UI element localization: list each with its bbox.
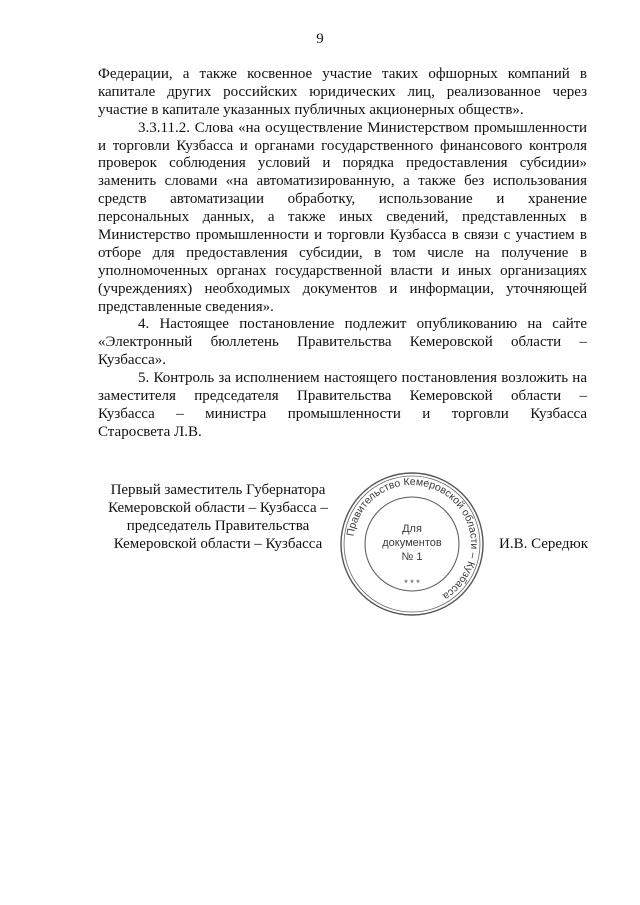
signatory-title [98, 482, 338, 554]
text-line: (учреждениях) необходимых документов и информации, уточняющей [98, 280, 587, 297]
text-line: средств автоматизации обработку, использование и хранение [98, 191, 587, 208]
official-seal [338, 470, 486, 618]
text-line: Кузбасса – министра промышленности и торговли Кузбасса [98, 405, 587, 422]
document-body [98, 66, 587, 442]
signatory-title-line: Кемеровской области – Кузбасса – [108, 499, 328, 516]
seal-center-line: № 1 [401, 551, 423, 563]
signatory-title-line: Первый заместитель Губернатора [110, 482, 326, 498]
text-line: «Электронный бюллетень Правительства Кемеровской области – [98, 334, 587, 351]
text-line: и торговли Кузбасса и органами государственного финансового контроля [98, 137, 587, 154]
page-number: 9 [316, 31, 324, 47]
text-line: проверок соблюдения условий и порядка предоставления субсидии» [98, 155, 587, 172]
text-line: отборе для предоставления субсидии, в том числе на получение в [98, 244, 587, 261]
seal-center-line: документов [382, 537, 442, 549]
signatory-name: И.В. Середюк [499, 536, 589, 552]
text-line: участие в капитале указанных публичных акционерных обществ». [98, 101, 524, 118]
text-line: Кузбасса». [98, 352, 166, 369]
seal-stars: * * * [404, 578, 420, 588]
signatory-title-line: председатель Правительства [126, 517, 310, 534]
text-line: заменить словами «на автоматизированную, а также без использования [98, 173, 587, 190]
seal-ring-text: Правительство Кемеровской области – Кузбасса [344, 475, 481, 603]
text-line: персональных данных, а также иных сведений, представленных в [98, 209, 587, 226]
text-line: капитале других российских юридических лиц, реализованное через [98, 83, 587, 100]
text-line: Старосвета Л.В. [98, 423, 202, 440]
text-line: Министерство промышленности и торговли Кузбасса в связи с участием в [98, 227, 587, 244]
text-line: 3.3.11.2. Слова «на осуществление Министерством промышленности [138, 119, 587, 136]
text-line: заместителя председателя Правительства Кемеровской области – [98, 388, 587, 405]
text-line: представленные сведения». [98, 298, 274, 315]
seal-center-line: Для [402, 523, 422, 535]
text-line: уполномоченных органах государственной власти и иных организациях [98, 262, 587, 279]
text-line: 4. Настоящее постановление подлежит опубликованию на сайте [138, 316, 587, 333]
text-line: Федерации, а также косвенное участие таких офшорных компаний в [98, 66, 587, 82]
text-line: 5. Контроль за исполнением настоящего постановления возложить на [138, 370, 587, 387]
signatory-title-line: Кемеровской области – Кузбасса [113, 535, 323, 552]
